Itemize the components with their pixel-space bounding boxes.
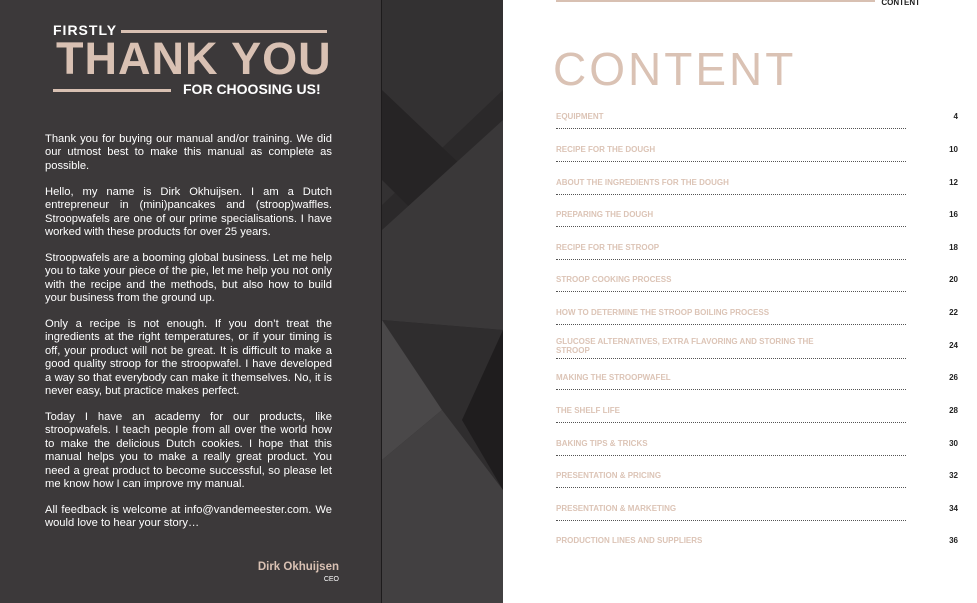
toc-item[interactable]: [556, 174, 956, 204]
letter-paragraph: Today I have an academy for our products, like stroopwafels. I teach people from all over the world how to make the delicious Dutch cookies. I hope that this manual helps you to make a really great product. You need a great product to become successful, so please let me know how I can improve my manual.: [45, 410, 332, 490]
toc-item-label: BAKING TIPS & TRICKS: [556, 439, 648, 448]
header-rule: [556, 0, 875, 2]
toc-dotted-leader: [556, 324, 906, 325]
toc-item-page: 30: [949, 439, 958, 448]
letter-paragraph: All feedback is welcome at info@vandemeester.com. We would love to hear your story…: [45, 503, 332, 530]
content-title: CONTENT: [553, 43, 797, 95]
toc-item-label: MAKING THE STROOPWAFEL: [556, 373, 671, 382]
signature-role: CEO: [323, 576, 339, 583]
heading-thank-you: THANK YOU: [56, 33, 332, 84]
toc-item[interactable]: [556, 239, 956, 269]
toc-item-page: 28: [949, 406, 958, 415]
toc-dotted-leader: [556, 487, 906, 488]
toc-item-page: 20: [949, 275, 958, 284]
toc-item-label: RECIPE FOR THE STROOP: [556, 243, 660, 252]
toc-item-page: 18: [949, 243, 958, 252]
toc-dotted-leader: [556, 291, 906, 292]
toc-item[interactable]: [556, 404, 956, 434]
heading-firstly: FIRSTLY: [53, 22, 118, 38]
toc-item-page: 10: [949, 145, 958, 154]
decorative-background: [382, 0, 503, 603]
right-page: [503, 0, 977, 603]
header-label: CONTENT: [881, 0, 920, 7]
toc-item-label: ABOUT THE INGREDIENTS FOR THE DOUGH: [556, 178, 729, 187]
toc-dotted-leader: [556, 194, 906, 195]
left-page: [0, 0, 381, 603]
toc-item[interactable]: [556, 502, 956, 532]
toc-item[interactable]: [556, 534, 956, 564]
toc-item-label: EQUIPMENT: [556, 112, 604, 121]
toc-item[interactable]: [556, 469, 956, 499]
toc-dotted-leader: [556, 389, 906, 390]
toc-item-page: 32: [949, 471, 958, 480]
letter-paragraph: Hello, my name is Dirk Okhuijsen. I am a Dutch entrepreneur in (mini)pancakes and (stroop)waffles. Stroopwafels are one of our prime specialisations. I have worked with these products for over 25 years.: [45, 185, 332, 238]
toc-item-page: 4: [953, 112, 958, 121]
toc-item-label: PRESENTATION & MARKETING: [556, 504, 677, 513]
toc-item-label: GLUCOSE ALTERNATIVES, EXTRA FLAVORING AND STORING THE STROOP: [556, 337, 814, 355]
toc-item-page: 26: [949, 373, 958, 382]
toc-item-label: PRESENTATION & PRICING: [556, 471, 662, 480]
toc-item-page: 36: [949, 536, 958, 545]
letter-paragraph: Stroopwafels are a booming global business. Let me help you to take your piece of the pie, let me help you not only with the recipe and the methods, but also how to build your business from the ground up.: [45, 251, 332, 305]
letter-paragraph: Only a recipe is not enough. If you don’t treat the ingredients at the right temperatures, or if your timing is off, your product will not be great. It is difficult to make a good quality stroop for the stroopwafel. I have developed a way so that everybody can make it themselves. No, it is never easy, but practice makes perfect.: [45, 317, 332, 397]
toc-item-label: HOW TO DETERMINE THE STROOP BOILING PROCESS: [556, 308, 770, 317]
toc-item-label: THE SHELF LIFE: [556, 406, 620, 415]
toc-item[interactable]: [556, 336, 956, 366]
letter-paragraph: Thank you for buying our manual and/or training. We did our utmost best to make this manual as complete as possible.: [45, 133, 332, 172]
toc-item[interactable]: [556, 141, 956, 171]
geometric-pattern: [382, 0, 503, 603]
toc-item-page: 22: [949, 308, 958, 317]
toc-item[interactable]: [556, 304, 956, 334]
toc-item-page: 34: [949, 504, 958, 513]
toc-item-label: PREPARING THE DOUGH: [556, 210, 654, 219]
toc-item[interactable]: [556, 271, 956, 301]
toc-item-page: 12: [949, 178, 958, 187]
toc-dotted-leader: [556, 358, 906, 359]
toc-dotted-leader: [556, 422, 906, 423]
heading-rule-bottom: [53, 89, 171, 92]
heading-for-choosing-us: FOR CHOOSING US!: [183, 81, 321, 97]
toc-item-page: 24: [949, 341, 958, 350]
toc-dotted-leader: [556, 128, 906, 129]
toc-dotted-leader: [556, 259, 906, 260]
toc-item-label: RECIPE FOR THE DOUGH: [556, 145, 656, 154]
toc-item-label: PRODUCTION LINES AND SUPPLIERS: [556, 536, 703, 545]
toc-item[interactable]: [556, 108, 956, 138]
toc-item-page: 16: [949, 210, 958, 219]
letter-body: [45, 133, 332, 543]
toc-item[interactable]: [556, 372, 956, 402]
toc-item-label: STROOP COOKING PROCESS: [556, 275, 672, 284]
toc-dotted-leader: [556, 455, 906, 456]
signature-name: Dirk Okhuijsen: [257, 561, 339, 573]
toc-item[interactable]: [556, 437, 956, 467]
toc-item[interactable]: [556, 206, 956, 236]
toc-dotted-leader: [556, 520, 906, 521]
toc-dotted-leader: [556, 161, 906, 162]
toc-dotted-leader: [556, 226, 906, 227]
